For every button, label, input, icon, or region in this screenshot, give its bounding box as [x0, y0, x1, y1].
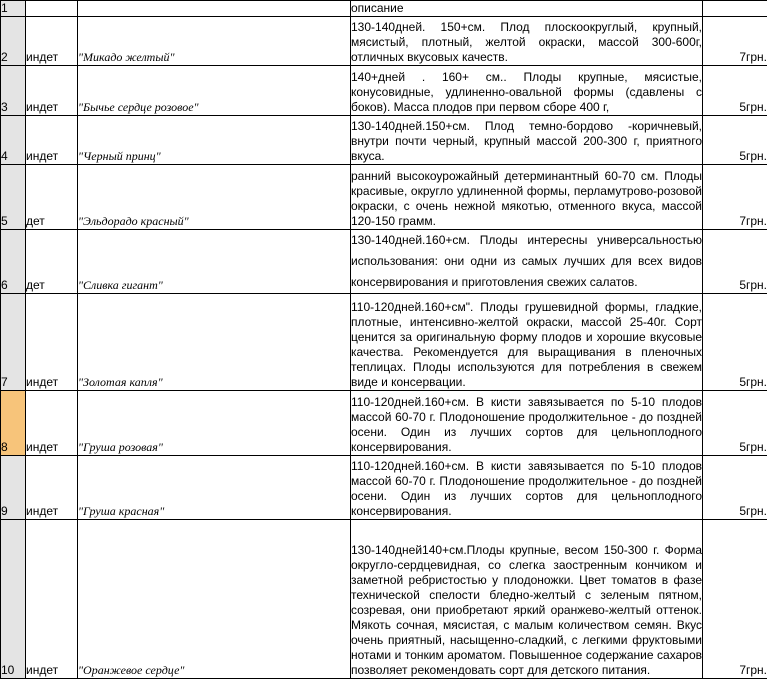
table-row [1, 391, 767, 456]
cell-variety-name[interactable]: "Эльдорадо красный" [78, 165, 351, 230]
table-row [1, 17, 767, 66]
table-row [1, 456, 767, 520]
cell-description[interactable]: ранний высокоурожайный детерминантный 60-70 см. Плоды красивые, округло удлиненной формы, перламутрово-розовой окраски, с очень нежной мякотью, отменного вкуса, массой 120-150 грамм. [351, 165, 703, 230]
row-header-8[interactable]: 8 [1, 391, 26, 456]
cell-price[interactable]: 5грн. [703, 294, 767, 391]
table-row [1, 165, 767, 230]
row-header-3[interactable]: 3 [1, 66, 26, 116]
cell-description[interactable]: 130-140дней.160+см. Плоды интересны универсальностью использования: они одни из самых лучших для всех видов консервирования и приготовления свежих салатов. [351, 230, 703, 294]
cell-variety-name[interactable]: "Сливка гигант" [78, 230, 351, 294]
cell-name-header[interactable] [78, 1, 351, 17]
cell-price[interactable]: 5грн. [703, 391, 767, 456]
cell-description[interactable]: 140+дней . 160+ см.. Плоды крупные, мясистые, конусовидные, удлиненно-овальной формы (сдавлены с боков). Масса плодов при первом сборе 400 г, [351, 66, 703, 116]
cell-type[interactable]: индет [26, 391, 78, 456]
cell-description[interactable]: 110-120дней.160+см. В кисти завязывается по 5-10 плодов массой 60-70 г. Плодоношение продолжительное - до поздней осени. Один из лучших сортов для цельноплодного консервирования. [351, 456, 703, 520]
cell-price[interactable]: 7грн. [703, 520, 767, 679]
row-header-9[interactable]: 9 [1, 456, 26, 520]
row-header-2[interactable]: 2 [1, 17, 26, 66]
row-header-10[interactable]: 10 [1, 520, 26, 679]
cell-price-header[interactable] [703, 1, 767, 17]
header-row [1, 1, 767, 17]
cell-description[interactable]: 110-120дней.160+см". Плоды грушевидной формы, гладкие, плотные, интенсивно-желтой окраски, массой 25-40г. Сорт ценится за оригинальную форму плодов и хорошие вкусовые качества. Рекомендуется для выращивания в пленочных теплицах. Плоды используются для потребления в свежем виде и консервации. [351, 294, 703, 391]
cell-price[interactable]: 5грн. [703, 230, 767, 294]
row-header-4[interactable]: 4 [1, 116, 26, 165]
cell-description[interactable]: 130-140дней.150+см. Плод темно-бордово -коричневый, внутри почти черный, крупный массой 200-300 г, приятного вкуса. [351, 116, 703, 165]
row-header-1[interactable]: 1 [1, 1, 26, 17]
cell-type[interactable]: дет [26, 230, 78, 294]
row-header-7[interactable]: 7 [1, 294, 26, 391]
cell-variety-name[interactable]: "Груша красная" [78, 456, 351, 520]
row-header-6[interactable]: 6 [1, 230, 26, 294]
table-row [1, 230, 767, 294]
cell-type-header[interactable] [26, 1, 78, 17]
cell-variety-name[interactable]: "Золотая капля" [78, 294, 351, 391]
cell-type[interactable]: индет [26, 17, 78, 66]
table-row [1, 66, 767, 116]
cell-description[interactable]: 110-120дней.160+см. В кисти завязывается по 5-10 плодов массой 60-70 г. Плодоношение продолжительное - до поздней осени. Один из лучших сортов для цельноплодного консервирования. [351, 391, 703, 456]
cell-description[interactable]: 130-140дней140+см.Плоды крупные, весом 150-300 г. Форма округло-сердцевидная, со слегка заостренным кончиком и заметной ребристостью у плодоножки. Цвет томатов в фазе технической спелости бледно-желтый с зеленым пятном, созревая, они приобретают яркий оранжево-желтый оттенок. Мякоть сочная, мясистая, с малым количеством семян. Вкус очень приятный, насыщенно-сладкий, с легкими фруктовыми нотами и тонким ароматом. Повышенное содержание сахаров позволяет рекомендовать сорт для детского питания. [351, 520, 703, 679]
cell-variety-name[interactable]: "Груша розовая" [78, 391, 351, 456]
row-header-5[interactable]: 5 [1, 165, 26, 230]
cell-variety-name[interactable]: "Черный принц" [78, 116, 351, 165]
cell-variety-name[interactable]: "Оранжевое сердце" [78, 520, 351, 679]
cell-type[interactable]: индет [26, 116, 78, 165]
cell-price[interactable]: 7грн. [703, 165, 767, 230]
cell-price[interactable]: 5грн. [703, 456, 767, 520]
cell-description[interactable]: 130-140дней. 150+см. Плод плоскоокруглый, крупный, мясистый, плотный, желтой окраски, массой 300-600г, отличных вкусовых качеств. [351, 17, 703, 66]
cell-variety-name[interactable]: "Микадо желтый" [78, 17, 351, 66]
table-row [1, 116, 767, 165]
cell-type[interactable]: индет [26, 520, 78, 679]
cell-price[interactable]: 7грн. [703, 17, 767, 66]
cell-description-header[interactable]: описание [351, 1, 703, 17]
cell-type[interactable]: индет [26, 66, 78, 116]
cell-variety-name[interactable]: "Бычье сердце розовое" [78, 66, 351, 116]
cell-type[interactable]: дет [26, 165, 78, 230]
table-row [1, 520, 767, 679]
table-row [1, 294, 767, 391]
cell-price[interactable]: 5грн. [703, 116, 767, 165]
cell-type[interactable]: индет [26, 294, 78, 391]
cell-price[interactable]: 5грн. [703, 66, 767, 116]
cell-type[interactable]: индет [26, 456, 78, 520]
